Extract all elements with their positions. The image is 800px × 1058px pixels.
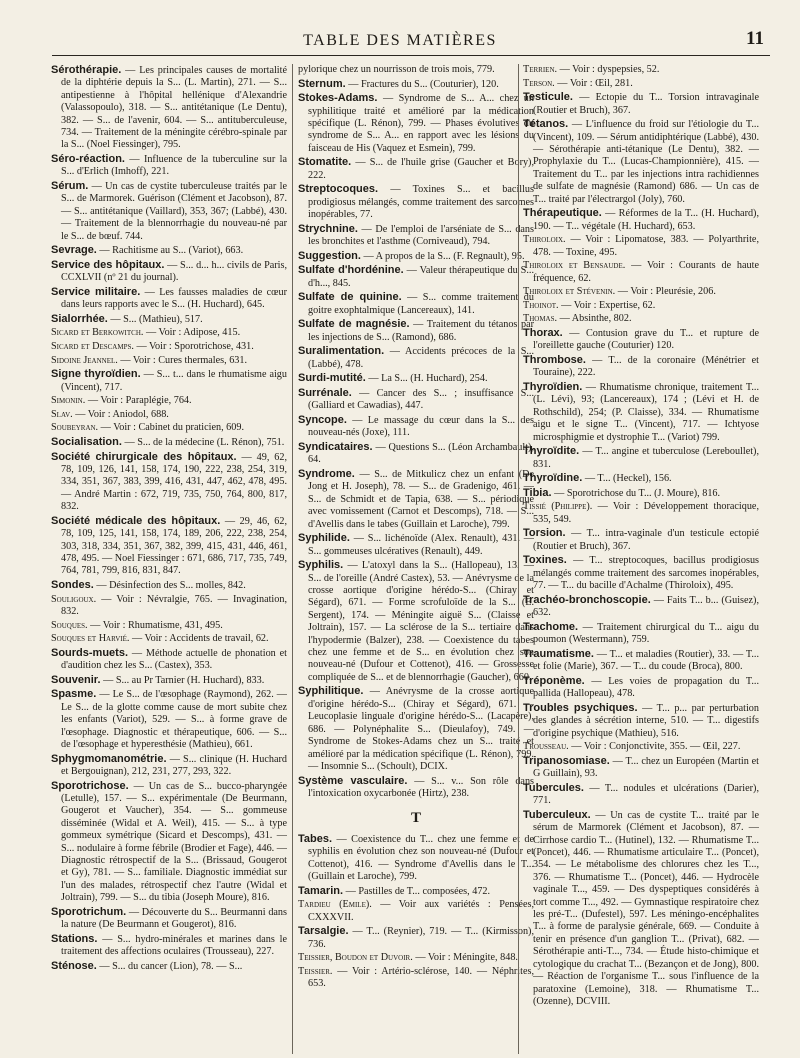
index-entry [523, 702, 759, 740]
index-entry [523, 207, 759, 233]
entry-headword: Système vasculaire. [298, 774, 408, 787]
index-entry [298, 468, 534, 531]
index-entry [523, 755, 759, 781]
index-entry [298, 64, 534, 76]
entry-headword: Tardieu (Emile). [298, 899, 372, 911]
index-entry [51, 579, 287, 592]
page-header [0, 0, 800, 60]
entry-headword: Tabes. [298, 832, 333, 845]
index-entry [298, 250, 534, 263]
entry-text: — T... intra-vaginale d'un testicule ectopié (Routier et Bruch), 367. [533, 528, 759, 552]
running-title: TABLE DES MATIÈRES [303, 32, 497, 49]
entry-headword: Terrien. [523, 64, 558, 75]
entry-headword: Terson. [523, 77, 555, 89]
entry-text: — S... clinique (H. Huchard et Bergouignan), 212, 231, 277, 293, 322. [61, 753, 287, 778]
index-entry [51, 368, 287, 394]
entry-headword: Syphilis. [298, 559, 344, 572]
index-column-2 [298, 64, 534, 1054]
index-entry [51, 422, 287, 434]
entry-headword: Sternum. [298, 77, 346, 90]
entry-headword: Testicule. [523, 91, 573, 104]
entry-text: — Accidents précoces de la S... (Labbé), 478. [308, 346, 534, 370]
entry-text: — Les voies de propagation du T... pallida (Hallopeau), 478. [533, 675, 759, 700]
entry-text: — Voir : Artério-sclérose, 140. — Néphrites, 653. [308, 965, 534, 990]
index-entry [523, 313, 759, 325]
index-entry [298, 559, 534, 684]
entry-text: — L'influence du froid sur l'étiologie du T... (Vincent), 109. — Sérum antidiphtérique (Labbé), 430. — Sérothérapie anti-tétanique (Le Dentu), 382. — Prophylaxie du T... (Lucas-Championnière), 415. — Traitement du T... par les injections intra rachidiennes de sulfate de magnésie (Ramond) 686. — Un cas de T... traité par l'électrargol (Joly), 760. [533, 119, 759, 205]
index-entry [523, 381, 759, 444]
entry-headword: Stokes-Adams. [298, 92, 378, 105]
entry-text: — S... de la médecine (L. Rénon), 751. [121, 437, 285, 448]
entry-text: — T... streptocoques, bacillus prodigiosus mélangés comme traitement des sarcomes inopérables, 77. — T... du bacille d'Achalme (Thiroloix), 495. [533, 555, 759, 592]
entry-headword: Société médicale des hôpitaux. [51, 514, 221, 527]
entry-headword: Service militaire. [51, 285, 141, 298]
entry-text: — Les principales causes de mortalité de la diphtérie depuis la S... (L. Martin), 271. — S... antipestienne à l'hôpital hellénique d'Alexandrie (Valassopoulo), 318. — S... antitétanique (Le Dentu), 382. — S... de l'avenir, 604. — S... antituberculeuse, 734. — Traitement de la méningite cérébro-spinale par la S... (Noel Fiessinger), 795. [61, 65, 287, 151]
index-entry [51, 436, 287, 449]
entry-text: — Voir aux variétés : Pensées, CXXXVII. [308, 899, 534, 923]
entry-headword: Société chirurgicale des hôpitaux. [51, 450, 237, 463]
entry-headword: Séro-réaction. [51, 153, 125, 166]
index-entry [523, 118, 759, 206]
page-number: 11 [746, 28, 764, 49]
entry-text: — Désinfection des S... molles, 842. [93, 580, 246, 592]
entry-text: — Le S... de l'œsophage (Raymond), 262. — Le S... de la glotte comme cause de mort subite chez les enfants (Variot), 529. — S... à forme grave de l'œsophage. Diagnostic et thérapeutique, 606. — S... de l'œsophage et hyperesthésie (Mathieu), 661. [61, 689, 287, 751]
entry-text: — Anévrysme de la crosse aortique d'origine hérédo-S... (Chiray et Ségard), 671. — Leucoplasie linguale d'origine hérédo-S... (Lacapère), 686. — Polynéphalite S... (Dieulafoy), 749. — Syndrome de Stokes-Adams chez un S... traité et amélioré par la médication spécifique (L. Rénon), 799. — Insomnie S... (Schoult), DCIX. [308, 686, 534, 772]
index-entry [51, 355, 287, 367]
entry-text: — L'atoxyl dans la S... (Hallopeau), 13. — S... de l'oreille (André Castex), 53. — Anévrysme de la crosse aortique d'origine hérédo-S... (Chiray et Ségard), 671. — Forme scrofuloïde de la S... (E. Sergent), 174. — Méningite aiguë S... (Claisse et Joltrain), 157. — La sclérose de la S... tertiaire dans l'hypodermie (Balzer), 238. — Coexistence du tabes chez une femme et de S... en évolution chez son nouveau-né (Dufour et Cottenot), 416. — Grossesse compliquée de S... et de blennorrhagie (Gaucher), 660. [308, 560, 534, 683]
entry-headword: Thérapeutique. [523, 207, 602, 220]
index-entry [298, 291, 534, 317]
entry-text: — Valeur thérapeutique du S... d'h..., 845. [308, 265, 534, 289]
entry-text: — Rhumatisme chronique, traitement T... (L. Lévi), 93; (Lancereaux), 174 ; (Lévi et H. de Rothschild), 254; (P. Claisse), 334. — Rhumatisme aigu et le signe T... (Vincent), 717. — Ichtyose microsphigmie et dystrophie T... (Variot) 799. [533, 382, 759, 443]
entry-headword: Suggestion. [298, 249, 361, 262]
entry-headword: Sporotrichose. [51, 779, 129, 792]
entry-text: — 49, 62, 78, 109, 126, 141, 158, 174, 190, 222, 238, 254, 319, 334, 351, 367, 383, 399, 416, 431, 447, 462, 478, 495. — André Martin : 672, 719, 735, 750, 764, 800, 817, 832. [61, 451, 287, 513]
index-entry [298, 156, 534, 182]
index-entry [298, 952, 534, 964]
entry-headword: Trachéo-bronchoscopie. [523, 593, 651, 606]
index-entry [51, 906, 287, 932]
entry-headword: Souques et Harvié. [51, 633, 130, 645]
index-entry [298, 92, 534, 155]
entry-text: — S... lichénoïde (Alex. Renault), 431. — S... gommeuses ulcératives (Renault), 449. [308, 533, 534, 557]
entry-text: — Absinthe, 802. [557, 313, 632, 325]
entry-headword: Traumatisme. [523, 647, 594, 660]
index-entry [51, 153, 287, 179]
entry-text: — T... (Reynier), 719. — T... (Kirmisson), 736. [308, 926, 534, 950]
index-entry [298, 183, 534, 221]
entry-headword: Streptocoques. [298, 183, 379, 196]
entry-text: — S... t... dans le rhumatisme aigu (Vincent), 717. [61, 369, 287, 393]
index-entry [298, 264, 534, 290]
index-entry [523, 675, 759, 701]
entry-headword: Toxines. [523, 554, 567, 567]
entry-text: — Voir : Rhumatisme, 431, 495. [87, 619, 223, 631]
index-entry [523, 286, 759, 298]
index-entry [298, 775, 534, 801]
entry-text: — Voir : Développement thoracique, 535, 549. [533, 501, 759, 525]
index-entry [298, 685, 534, 773]
entry-text: — Pastilles de T... composées, 472. [343, 885, 491, 897]
index-entry [523, 621, 759, 647]
index-entry [298, 414, 534, 440]
entry-text: — Voir : Cures thermales, 631. [117, 354, 248, 366]
entry-text: — 29, 46, 62, 78, 109, 125, 141, 158, 174, 189, 206, 222, 238, 254, 303, 318, 334, 351, 367, 382, 399, 415, 431, 446, 461, 478, 495. — Noel Fiessinger : 671, 686, 717, 735, 749, 764, 781, 799, 816, 831, 847. [61, 515, 287, 577]
entry-headword: Tibia. [523, 486, 552, 499]
entry-headword: Sporotrichum. [51, 905, 127, 918]
entry-text: — T... nodules et ulcérations (Darier), 771. [533, 782, 759, 807]
entry-text: — Méthode actuelle de phonation et d'audition chez les S... (Castex), 353. [61, 647, 287, 672]
entry-headword: Tripanosomiase. [523, 754, 610, 767]
index-entry [523, 501, 759, 526]
index-entry [298, 885, 534, 898]
index-entry [51, 327, 287, 339]
index-entry [51, 753, 287, 779]
entry-text: — Le massage du cœur dans la S... des nouveau-nés (Joxe), 111. [308, 415, 534, 439]
entry-headword: Thyroïdite. [523, 445, 580, 458]
entry-headword: Torsion. [523, 527, 566, 540]
entry-headword: Tréponème. [523, 674, 585, 687]
index-entry [51, 647, 287, 673]
entry-text: — Voir : Lipomatose, 383. — Polyarthrite, 478. — Toxine, 495. [533, 234, 759, 258]
index-entry [523, 354, 759, 380]
index-entry [523, 594, 759, 620]
entry-headword: Surdi-mutité. [298, 372, 366, 385]
entry-headword: Surrénale. [298, 387, 352, 399]
index-entry [523, 64, 759, 76]
index-entry [523, 782, 759, 808]
entry-headword: Sialorrhée. [51, 312, 108, 325]
entry-headword: Suralimentation. [298, 345, 385, 358]
index-entry [51, 933, 287, 959]
column-divider [292, 64, 293, 1054]
entry-headword: Service des hôpitaux. [51, 258, 165, 271]
entry-text: — Voir : Conjonctivite, 355. — Œil, 227. [568, 741, 741, 753]
column-divider [518, 64, 519, 1054]
entry-headword: Simonin. [51, 395, 86, 407]
entry-headword: Troubles psychiques. [523, 701, 638, 714]
entry-headword: Socialisation. [51, 436, 122, 448]
entry-text: — Cancer des S... ; insuffisance S... (Galliard et Cawadias), 447. [308, 388, 534, 412]
entry-text: — Coexistence du T... chez une femme et de syphilis en évolution chez son nouveau-né (Dufour et Cottenot), 416. — Syndrome d'Avellis dans le T... (Guillain et Laroche), 799. [308, 833, 534, 882]
index-entry [523, 300, 759, 312]
index-entry [51, 674, 287, 687]
index-entry [523, 648, 759, 674]
index-entry [51, 451, 287, 514]
index-entry [51, 313, 287, 326]
index-column-3 [523, 64, 759, 1054]
index-entry [523, 91, 759, 117]
entry-text: — La S... (H. Huchard), 254. [365, 373, 488, 385]
entry-text: — Voir : Expertise, 62. [558, 299, 656, 311]
entry-headword: Syphilide. [298, 532, 350, 545]
entry-headword: Thoinot. [523, 299, 559, 311]
entry-text: — Syndrome de S... A... chez un syphilitique traité et amélioré par la médication spécifique (L. Rénon), 799. — Phases évolutives du syndrome de S... A... en rapport avec les lésions du faisceau de His (Vaquez et Esmein), 799. [308, 93, 534, 154]
entry-headword: Sourds-muets. [51, 646, 129, 659]
entry-headword: Sténose. [51, 959, 97, 972]
index-entry [298, 833, 534, 884]
index-entry [298, 966, 534, 991]
entry-text: — Voir : Méningite, 848. [412, 952, 518, 964]
entry-headword: Sidoine Jeannel. [51, 354, 118, 366]
entry-text: — Découverte du S... Beurmanni dans la nature (De Beurmann et Gougerot), 816. [61, 906, 287, 931]
entry-headword: Tubercules. [523, 781, 584, 794]
entry-headword: Thiroloix et Bensaude. [523, 260, 626, 272]
entry-text: — T... chez un Européen (Martin et G Guillain), 93. [533, 755, 759, 780]
entry-headword: Thomas. [523, 313, 558, 325]
index-entry [298, 318, 534, 344]
entry-headword: Stations. [51, 932, 98, 945]
index-entry [51, 244, 287, 257]
entry-headword: Syncope. [298, 414, 347, 426]
entry-text: — T... de la coronaire (Ménétrier et Touraine), 222. [533, 355, 759, 379]
entry-text: — Faits T... b... (Guisez), 632. [533, 594, 759, 619]
entry-headword: Sulfate de magnésie. [298, 318, 410, 331]
index-entry [523, 487, 759, 500]
index-entry [523, 809, 759, 1009]
index-entry [523, 260, 759, 285]
entry-headword: Stomatite. [298, 156, 352, 169]
index-entry [298, 441, 534, 467]
entry-headword: Trachome. [523, 620, 579, 633]
entry-headword: Sicard et Descamps. [51, 341, 134, 353]
index-entry [51, 633, 287, 645]
entry-headword: Thorax. [523, 327, 563, 339]
entry-headword: Tamarin. [298, 884, 344, 897]
entry-text: — T... (Heckel), 156. [582, 473, 672, 485]
entry-headword: Tuberculeux. [523, 808, 591, 821]
index-entry [523, 527, 759, 553]
index-entry [51, 64, 287, 152]
entry-text: — Voir : Adipose, 415. [143, 327, 241, 339]
index-entry [51, 515, 287, 578]
entry-headword: Slav. [51, 408, 73, 420]
entry-headword: Thiroloix et Stévenin. [523, 286, 616, 298]
index-entry [51, 395, 287, 407]
entry-headword: Tarsalgie. [298, 925, 349, 938]
index-entry [298, 899, 534, 924]
index-entry [298, 925, 534, 951]
entry-headword: Sérum. [51, 180, 89, 193]
index-entry [298, 532, 534, 558]
entry-headword: Thyroïdine. [523, 472, 583, 485]
entry-text: — Les fausses maladies de cœur dans leurs rapports avec le S... (H. Huchard), 645. [61, 286, 287, 311]
index-entry [523, 472, 759, 485]
entry-text: — Traitement du tétanos par les injections de S... (Ramond), 686. [308, 319, 534, 343]
entry-text: — S... au Pr Tarnier (H. Huchard), 833. [100, 674, 265, 686]
index-entry [523, 327, 759, 353]
entry-headword: Syphilitique. [298, 685, 364, 698]
entry-text: — S... v... Son rôle dans l'intoxication oxycarbonée (Hirtz), 238. [308, 775, 534, 799]
entry-text: — Voir : dyspepsies, 52. [557, 64, 660, 75]
entry-text: — Voir : Névralgie, 765. — Invagination, 832. [61, 593, 287, 618]
entry-text: — S... de l'huile grise (Gaucher et Bory), 222. [308, 157, 534, 181]
entry-headword: Souvenir. [51, 673, 101, 686]
entry-text: — De l'emploi de l'arséniate de S... dans les bronchites et l'asthme (Corniveaud), 794. [308, 223, 534, 248]
index-entry [51, 960, 287, 973]
entry-text: — Un cas de cystite T... traité par le sérum de Marmorek (Clément et Jacobson), 87. — Cirrhose cardio T... (Hutinel), 132. — Rhumatisme T... (Poncet), 446. — Rhumatisme articulaire T... (Poncet), 354. — Le métabolisme des chlorures chez les T..., 376. — Rhumatisme T... (Poncet), 446. — Hydrocèle vaginale T..., 459. — Des dyspeptiques considérés à tort comme T..., 492. — Gymnastique respiratoire chez les pré-T... (Dufestel), 597. Les méningo-encéphalites T... à forme de paralysie générale, 669. — Conduite à tenir en présence d'un ganglion T... (Privat), 682. — Sérothérapie anti-T..., 734. — Étude histo-chimique et cytologique du crachat T... (Bezançon et de Jong), 800. — Réaction de l'organisme T... sous l'influence de la paratoxine (Lemoine), 318. — Rhumatisme T... (Ozenne), DCVIII. [533, 809, 759, 1007]
index-entry [51, 286, 287, 312]
entry-headword: Teissier, Boudon et Duvoir. [298, 952, 413, 964]
entry-text: — Sporotrichose du T... (J. Moure), 816. [551, 487, 721, 499]
entry-text: — Voir : Paraplégie, 764. [85, 395, 192, 407]
entry-headword: Signe thyroïdien. [51, 368, 141, 381]
entry-headword: Sulfate d'hordénine. [298, 264, 404, 277]
entry-text: pylorique chez un nourrisson de trois mois, 779. [298, 64, 495, 75]
entry-text: — Réformes de la T... (H. Huchard), 190. — T... végétale (H. Huchard), 653. [533, 208, 759, 232]
index-entry [51, 780, 287, 905]
entry-text: — S... de Mitkulicz chez un enfant (De Jong et H. Joseph), 78. — S... de Gradenigo, 461. — S... de Schmidt et de Tapia, 638. — S... périodique avec vomissement (Carnot et Descomps), 718. — S... d'Avellis dans le tabes (Guillain et Laroche), 799. [308, 469, 534, 530]
entry-headword: Souligoux. [51, 593, 97, 605]
index-entry [298, 387, 534, 413]
entry-text: — Questions S... (Léon Archambault), 64. [308, 442, 534, 466]
entry-text: — S... d... h... civils de Paris, CCXLVII (nº 21 du journal). [61, 259, 287, 284]
index-entry [523, 78, 759, 90]
entry-text: — Voir : Courants de haute fréquence, 62. [533, 260, 759, 284]
index-entry [298, 78, 534, 91]
entry-text: — Voir : Aniodol, 688. [72, 408, 169, 420]
index-entry [523, 741, 759, 753]
entry-text: — Un cas de cystite tuberculeuse traités par le S... de Marmorek. Guérison (Clément et Jacobson), 87. — S... antitétanique (Vaillard), 353, 367; (Labbé), 430. — Traitement de la blennorrhagie du nouveau-né par le S... de bœuf. 744. [61, 181, 287, 242]
entry-text: — S... du cancer (Lion), 78. — S... [96, 960, 243, 972]
entry-text: — A propos de la S... (F. Regnault), 95. [360, 250, 525, 262]
entry-text: — Voir : Œil, 281. [554, 77, 633, 89]
entry-headword: Sérothérapie. [51, 64, 122, 76]
entry-headword: Spasme. [51, 688, 97, 701]
entry-headword: Trousseau. [523, 741, 569, 753]
entry-headword: Sondes. [51, 579, 94, 592]
section-letter: T [410, 810, 421, 827]
index-entry [51, 620, 287, 632]
entry-text: — Voir : Pleurésie, 206. [615, 286, 716, 298]
entry-text: — Fractures du S... (Couturier), 120. [345, 78, 499, 90]
index-entry [523, 554, 759, 592]
index-entry [51, 409, 287, 421]
index-entry [523, 234, 759, 259]
header-rule [52, 55, 770, 56]
entry-text: — S... (Mathieu), 517. [107, 313, 203, 325]
entry-headword: Soubeyran. [51, 422, 99, 434]
entry-text: — Voir : Accidents de travail, 62. [129, 633, 269, 645]
index-entry [523, 445, 759, 471]
index-entry [51, 180, 287, 243]
index-column-1 [51, 64, 287, 1054]
index-entry [298, 345, 534, 371]
entry-headword: Thiroloix. [523, 234, 566, 246]
entry-headword: Tétanos. [523, 118, 569, 131]
entry-headword: Sphygmomanométrie. [51, 752, 167, 765]
entry-headword: Thyroïdien. [523, 381, 583, 393]
entry-text: — T... p... par perturbation des glandes à sécrétion interne, 510. — T... digestifs d'origine psychique (Mathieu), 516. [533, 702, 759, 739]
entry-text: — Voir : Cabinet du praticien, 609. [98, 422, 245, 434]
index-entry [298, 372, 534, 385]
entry-headword: Sicard et Berkowitch. [51, 327, 144, 339]
entry-text: — S... hydro-minérales et marines dans le traitement des affections oculaires (Trousseau), 227. [61, 933, 287, 958]
entry-text: — S... comme traitement du goitre exophtalmique (Lancereaux), 141. [308, 292, 534, 316]
index-entry [51, 341, 287, 353]
entry-headword: Sulfate de quinine. [298, 291, 402, 304]
entry-headword: Syndicataires. [298, 441, 373, 453]
entry-text: — Traitement chirurgical du T... aigu du poumon (Westermann), 759. [533, 621, 759, 646]
entry-headword: Sevrage. [51, 244, 97, 257]
entry-text: — Voir : Sporotrichose, 431. [133, 341, 254, 353]
entry-text: — Rachitisme au S... (Variot), 663. [96, 245, 244, 257]
entry-headword: Souques. [51, 619, 88, 631]
index-entry [51, 259, 287, 285]
entry-text: — T... et maladies (Routier), 33. — T... et folie (Marie), 367. — T... du coude (Broca), 800. [533, 648, 759, 673]
entry-text: — Influence de la tuberculine sur la S... d'Erlich (Imhoff), 221. [61, 154, 287, 178]
entry-text: — Contusion grave du T... et rupture de l'oreillette gauche (Couturier) 120. [533, 328, 759, 352]
index-entry [51, 594, 287, 619]
entry-headword: Strychnine. [298, 222, 358, 235]
entry-headword: Syndrome. [298, 468, 355, 480]
entry-text: — Toxines S... et bacillus prodigiosus mélangés, comme traitement des sarcomes inopérables, 77. [308, 184, 534, 221]
entry-text: — Ectopie du T... Torsion intravaginale (Routier et Bruch), 367. [533, 92, 759, 116]
entry-text: — T... angine et tuberculose (Lereboullet), 831. [533, 446, 759, 470]
entry-headword: Teissier. [298, 965, 333, 977]
index-entry [298, 223, 534, 249]
index-entry [51, 688, 287, 751]
entry-headword: Tissié (Philippe). [523, 501, 593, 513]
entry-headword: Thrombose. [523, 354, 586, 366]
entry-text: — Un cas de S... bucco-pharyngée (Letulle), 157. — S... expérimentale (De Beurmann, Gougerot et Vaucher), 354. — S... gommeuse disséminée (Widal et A. Weil), 415. — S... à type gommeux symétrique (Sicard et Descomps), 431. — S... nodulaire à forme fébrile (Brodier et Fage), 446. — Diagnostic rétrospectif de la S... (Brissaud, Gougerot et Gy), 781. — S... familiale. Diagnostic immédiat sur l'un des malades, rétrospectif chez l'autre (Widal et Joltrain), 799. — S... du tibia (Joseph Moure), 816. [61, 780, 287, 904]
